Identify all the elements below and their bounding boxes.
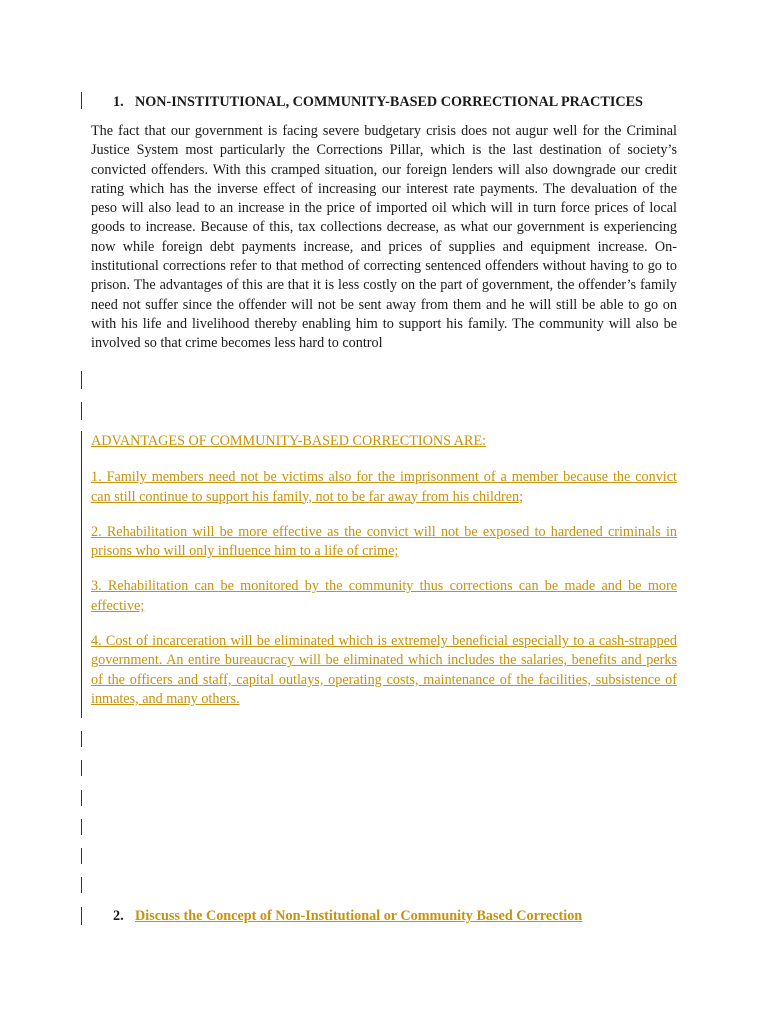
section-2-heading — [113, 908, 582, 925]
advantages-block — [91, 432, 677, 725]
change-bar — [81, 92, 82, 109]
section-2-title: Discuss the Concept of Non-Institutional or Community Based Correction — [135, 908, 583, 924]
section-2-number: 2. — [113, 908, 124, 924]
change-bar — [81, 848, 82, 864]
section-1-heading — [113, 94, 643, 111]
change-bar — [81, 431, 82, 718]
advantages-title: ADVANTAGES OF COMMUNITY-BASED CORRECTIONS ARE: — [91, 433, 487, 449]
change-bar — [81, 819, 82, 835]
change-bar — [81, 790, 82, 806]
change-bar — [81, 877, 82, 893]
advantage-item: 1. Family members need not be victims also for the imprisonment of a member because the convict can still continue to support his family, not to be far away from his children; — [91, 469, 677, 505]
advantage-item: 2. Rehabilitation will be more effective as the convict will not be exposed to hardened criminals in prisons who will only influence him to a life of crime; — [91, 523, 677, 560]
change-bar — [81, 731, 82, 747]
section-1-body: The fact that our government is facing severe budgetary crisis does not augur well for the Criminal Justice System most particularly the Corrections Pillar, which is the last destination of society’s convicted offenders. With this cramped situation, our foreign lenders will also downgrade our credit rating which has the inverse effect of increasing our interest rate payments. The devaluation of the peso will also lead to an increase in the price of imported oil which will in turn force prices of local goods to increase. Because of this, tax collections decrease, as what our government is experiencing now while foreign debt payments increase, and prices of supplies and equipment increase. On-institutional corrections refer to that method of correcting sentenced offenders without having to go to prison. The advantages of this are that it is less costly on the part of government, the offender’s family need not suffer since the offender will not be sent away from them and he will still be able to go on with his life and livelihood thereby enabling him to support his family. The community will also be involved so that crime becomes less hard to control — [91, 123, 677, 352]
section-1-number: 1. — [113, 94, 124, 110]
advantage-item: 4. Cost of incarceration will be eliminated which is extremely beneficial especially to a cash-strapped government. An entire bureaucracy will be eliminated which includes the salaries, benefits and perks of the officers and staff, capital outlays, operating costs, maintenance of the facilities, subsistence of inmates, and many others. — [91, 633, 677, 707]
change-bar — [81, 402, 82, 420]
advantage-item: 3. Rehabilitation can be monitored by the community thus corrections can be made and be more effective; — [91, 578, 677, 614]
change-bar — [81, 907, 82, 925]
change-bar — [81, 371, 82, 389]
change-bar — [81, 760, 82, 776]
section-1-title: NON-INSTITUTIONAL, COMMUNITY-BASED CORRECTIONAL PRACTICES — [135, 94, 643, 110]
